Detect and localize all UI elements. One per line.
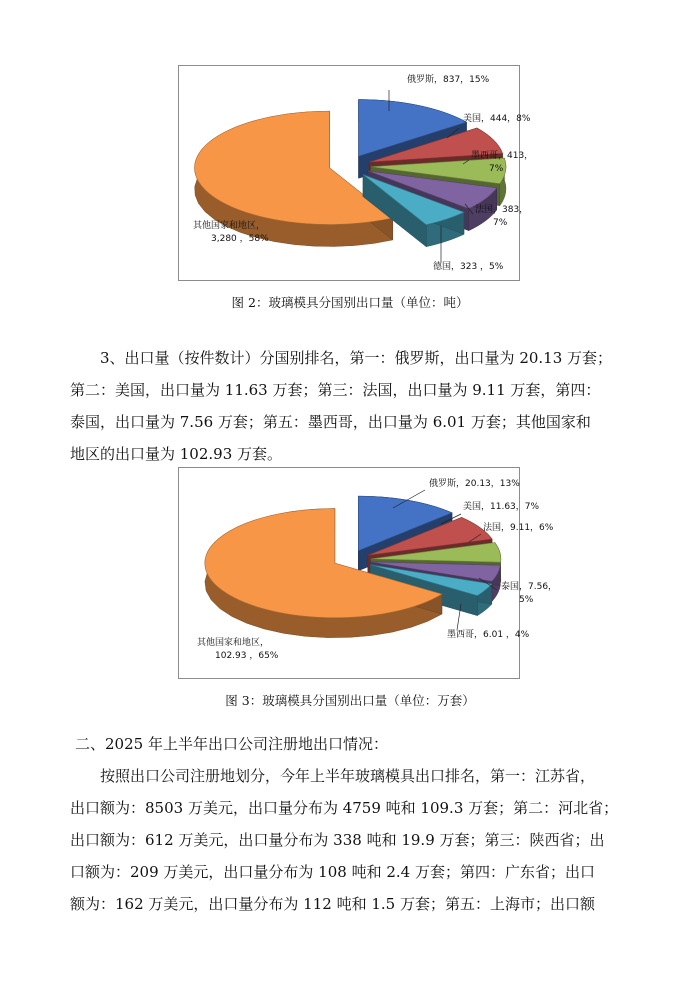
- paragraph-registered-location: [70, 760, 642, 920]
- data-label: 美国，11.63，7%: [463, 502, 540, 512]
- data-label: 泰国，7.56，: [501, 582, 558, 592]
- data-label: 102.93 ，65%: [215, 651, 279, 661]
- data-label: 法国，383，: [475, 205, 529, 215]
- pie-chart-export-tonnage: [178, 65, 534, 281]
- data-label: 墨西哥，6.01 ，4%: [447, 630, 530, 640]
- paragraph-line: 出口额为：8503 万美元，出口量分布为 4759 吨和 109.3 万套；第二：河北省；: [70, 799, 619, 817]
- paragraph-line: 第二：美国，出口量为 11.63 万套；第三：法国，出口量为 9.11 万套，第四：: [70, 381, 601, 399]
- paragraph-line: 口额为：209 万美元，出口量分布为 108 吨和 2.4 万套；第四：广东省；出口: [70, 863, 595, 881]
- paragraph-export-by-sets: [70, 342, 642, 470]
- section-heading: 二、2025 年上半年出口公司注册地出口情况：: [75, 735, 388, 753]
- paragraph-line: 按照出口公司注册地划分，今年上半年玻璃模具出口排名，第一：江苏省，: [100, 767, 596, 785]
- data-label: 俄罗斯，20.13，13%: [429, 479, 520, 489]
- data-label: 7%: [493, 218, 508, 228]
- data-label: 其他国家和地区，: [197, 638, 270, 648]
- data-label: 墨西哥，413，: [471, 151, 534, 161]
- pie-chart-2-svg: [179, 468, 558, 678]
- pie-chart-1-svg: [179, 66, 534, 280]
- data-label: 德国，323 ，5%: [433, 262, 504, 272]
- paragraph-line: 泰国，出口量为 7.56 万套；第五：墨西哥，出口量为 6.01 万套；其他国家和: [70, 413, 591, 431]
- paragraph-line: 出口额为：612 万美元，出口量分布为 338 吨和 19.9 万套；第三：陕西省；出: [70, 831, 605, 849]
- data-label: 美国，444，8%: [463, 114, 531, 124]
- pie-chart-export-sets: [178, 467, 558, 679]
- data-label: 3,280 ，58%: [211, 234, 269, 244]
- data-label: 7%: [489, 164, 504, 174]
- data-label: 俄罗斯，837，15%: [407, 75, 490, 85]
- paragraph-line: 3、出口量（按件数计）分国别排名，第一：俄罗斯，出口量为 20.13 万套；: [100, 349, 613, 367]
- data-label: 其他国家和地区，: [193, 221, 266, 231]
- paragraph-line: 地区的出口量为 102.93 万套。: [70, 445, 283, 463]
- figure-2-caption: 图 2：玻璃模具分国别出口量（单位：吨）: [231, 295, 469, 310]
- figure-3-caption: 图 3：玻璃模具分国别出口量（单位：万套）: [225, 693, 475, 708]
- paragraph-line: 额为：162 万美元，出口量分布为 112 吨和 1.5 万套；第五：上海市；出口额: [70, 895, 595, 913]
- data-label: 5%: [519, 595, 534, 605]
- data-label: 法国，9.11，6%: [483, 523, 554, 533]
